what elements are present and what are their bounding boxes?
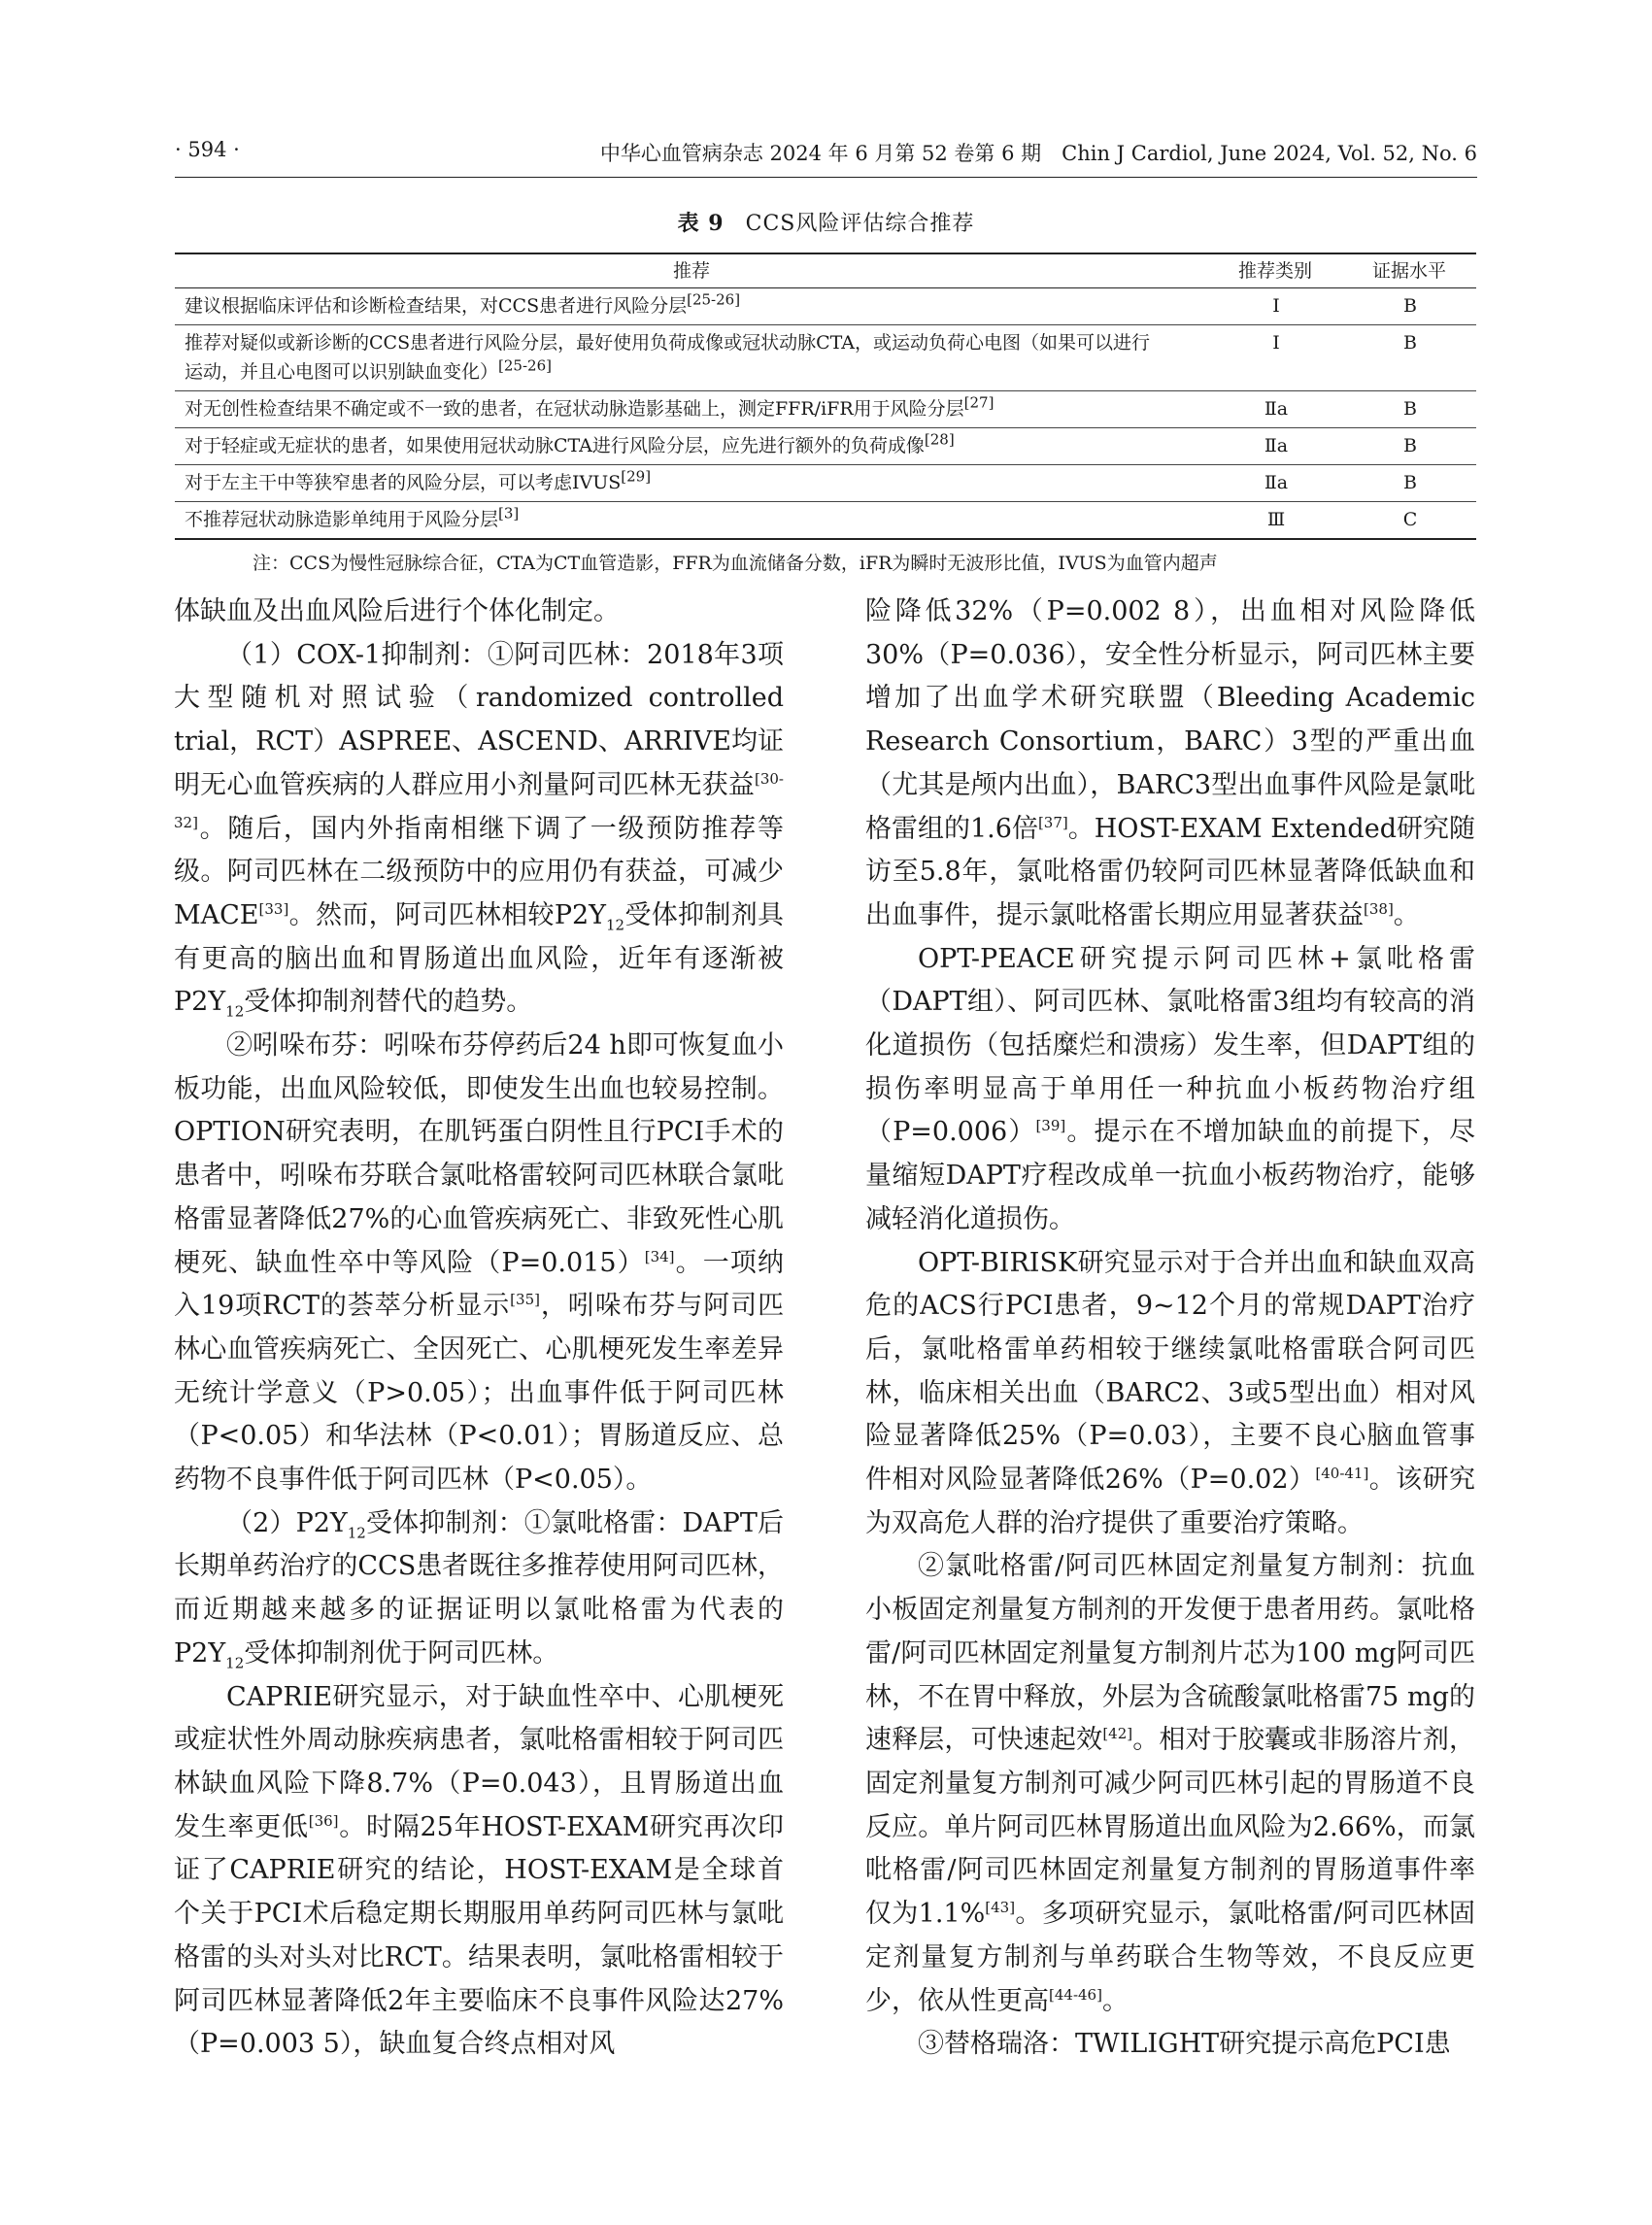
paragraph: OPT-PEACE研究提示阿司匹林+氯吡格雷（DAPT组）、阿司匹林、氯吡格雷3组均有较高的消化道损伤（包括糜烂和溃疡）发生率，但DAPT组的损伤率明显高于单用任一种抗血小板药物治疗组（P=0.006）[39]。提示在不增加缺血的前提下，尽量缩短DAPT疗程改成单一抗血小板药物治疗，能够减轻消化道损伤。 bbox=[865, 943, 1475, 1234]
recommendation-cell: 建议根据临床评估和诊断检查结果，对CCS患者进行风险分层[25-26] bbox=[175, 288, 1208, 325]
table-row bbox=[175, 288, 1476, 325]
paragraph: ③替格瑞洛：TWILIGHT研究提示高危PCI患 bbox=[918, 2029, 1451, 2060]
reference: [3] bbox=[498, 504, 520, 523]
class-cell: Ⅱa bbox=[1208, 465, 1342, 502]
level-cell: B bbox=[1342, 391, 1476, 428]
table-header-row bbox=[175, 253, 1476, 288]
class-cell: Ⅰ bbox=[1208, 288, 1342, 325]
reference: [44-46] bbox=[1049, 1985, 1102, 2004]
level-cell: B bbox=[1342, 465, 1476, 502]
page-number: · 594 · bbox=[175, 138, 240, 161]
reference: [29] bbox=[621, 467, 652, 486]
recommendation-cell: 对无创性检查结果不确定或不一致的患者，在冠状动脉造影基础上，测定FFR/iFR用于风险分层[27] bbox=[175, 391, 1208, 428]
subscript: 12 bbox=[347, 1524, 366, 1542]
reference: [43] bbox=[985, 1899, 1016, 1917]
recommendation-cell: 对于左主干中等狭窄患者的风险分层，可以考虑IVUS[29] bbox=[175, 465, 1208, 502]
running-header bbox=[175, 138, 1477, 178]
recommendation-cell: 推荐对疑似或新诊断的CCS患者进行风险分层，最好使用负荷成像或冠状动脉CTA，或运动负荷心电图（如果可以进行运动，并且心电图可以识别缺血变化）[25-26] bbox=[175, 325, 1208, 391]
table-row bbox=[175, 502, 1476, 540]
class-cell: Ⅲ bbox=[1266, 509, 1286, 530]
class-cell: Ⅱa bbox=[1208, 428, 1342, 465]
reference: [28] bbox=[924, 430, 955, 449]
reference: [37] bbox=[1037, 813, 1068, 831]
reference: [33] bbox=[258, 899, 289, 918]
recommendation-table bbox=[175, 253, 1476, 540]
reference: [38] bbox=[1364, 899, 1394, 918]
level-cell: B bbox=[1342, 428, 1476, 465]
paragraph: $(2)P2Y_{12}$受体抑制剂：①氯吡格雷：DAPT后长期单药治疗的CCS患者既往多推荐使用阿司匹林，而近期越来越多的证据证明以氯吡格雷为代表的$P2Y_{12}$受体抑制剂优于阿司匹林。 bbox=[174, 1507, 784, 1672]
reference: [39] bbox=[1035, 1117, 1066, 1135]
reference: [27] bbox=[963, 393, 995, 412]
right-column bbox=[865, 590, 1475, 2067]
table-row bbox=[175, 465, 1476, 502]
table-title: CCS风险评估综合推荐 bbox=[745, 212, 975, 236]
header-recommendation: 推荐 bbox=[175, 253, 1208, 288]
level-cell: B bbox=[1342, 325, 1476, 391]
paragraph: ②氯吡格雷/阿司匹林固定剂量复方制剂：抗血小板固定剂量复方制剂的开发便于患者用药。氯吡格雷/阿司匹林固定剂量复方制剂片芯为100 mg阿司匹林，不在胃中释放，外层为含硫酸氯吡格雷75 mg的速释层，可快速起效[42]。相对于胶囊或非肠溶片剂，固定剂量复方制剂可减少阿司匹林引起的胃肠道不良反应。单片阿司匹林胃肠道出血风险为2.66%，而氯吡格雷/阿司匹林固定剂量复方制剂的胃肠道事件率仅为1.1%[43]。多项研究显示，氯吡格雷/阿司匹林固定剂量复方制剂与单药联合生物等效，不良反应更少，依从性更高[44-46]。 bbox=[865, 1551, 1476, 2016]
paragraph: CAPRIE研究显示，对于缺血性卒中、心肌梗死或症状性外周动脉疾病患者，氯吡格雷相较于阿司匹林缺血风险下降8.7%（P=0.043），且胃肠道出血发生率更低[36]。时隔25年HOST-EXAM研究再次印证了CAPRIE研究的结论，HOST-EXAM是全球首个关于PCI术后稳定期长期服用单药阿司匹林与氯吡格雷的头对头对比RCT。结果表明，氯吡格雷相较于阿司匹林显著降低2年主要临床不良事件风险达27%（P=0.003 5），缺血复合终点相对风 bbox=[174, 1681, 784, 2060]
table-row bbox=[175, 325, 1476, 391]
reference: [35] bbox=[510, 1291, 540, 1309]
reference: [40-41] bbox=[1315, 1465, 1369, 1483]
subscript: 12 bbox=[225, 1654, 245, 1672]
header-level: 证据水平 bbox=[1342, 253, 1476, 288]
table-row bbox=[175, 391, 1476, 428]
left-column bbox=[174, 590, 784, 2067]
reference: [25-26] bbox=[498, 356, 552, 375]
reference: [42] bbox=[1102, 1725, 1133, 1743]
reference: [34] bbox=[644, 1247, 675, 1265]
paragraph: 险降低32%（P=0.002 8），出血相对风险降低30%（P=0.036），安全性分析显示，阿司匹林主要增加了出血学术研究联盟（Bleeding Academic Research Consortium，BARC）3型的严重出血（尤其是颅内出血），BARC3型出血事件风险是氯吡格雷组的1.6倍[37]。HOST-EXAM Extended研究随访至5.8年，氯吡格雷仍较阿司匹林显著降低缺血和出血事件，提示氯吡格雷长期应用显著获益[38]。 bbox=[865, 596, 1475, 930]
reference: [25-26] bbox=[687, 290, 741, 309]
paragraph: 体缺血及出血风险后进行个体化制定。 bbox=[174, 596, 620, 626]
level-cell: B bbox=[1342, 288, 1476, 325]
table-caption bbox=[0, 207, 1652, 237]
subscript: 12 bbox=[606, 916, 625, 934]
table-label: 表 9 bbox=[677, 211, 725, 236]
recommendation-cell: 不推荐冠状动脉造影单纯用于风险分层[3] bbox=[185, 504, 520, 530]
table-note: 注：CCS为慢性冠脉综合征，CTA为CT血管造影，FFR为血流储备分数，iFR为瞬时无波形比值，IVUS为血管内超声 bbox=[253, 553, 1218, 574]
recommendation-cell: 对于轻症或无症状的患者，如果使用冠状动脉CTA进行风险分层，应先进行额外的负荷成像[28] bbox=[175, 428, 1208, 465]
subscript: 12 bbox=[225, 1002, 245, 1021]
class-cell: Ⅱa bbox=[1208, 391, 1342, 428]
class-cell: Ⅰ bbox=[1208, 325, 1342, 391]
table-row bbox=[175, 428, 1476, 465]
paragraph: （1）COX-1抑制剂：①阿司匹林：2018年3项大型随机对照试验（randomized controlled trial，RCT）ASPREE、ASCEND、ARRIVE均证明无心血管疾病的人群应用小剂量阿司匹林无获益[30-32]。随后，国内外指南相继下调了一级预防推荐等级。阿司匹林在二级预防中的应用仍有获益，可减少MACE[33]。然而，阿司匹林相较$P2Y_{12}$受体抑制剂具有更高的脑出血和胃肠道出血风险，近年有逐渐被$P2Y_{12}$受体抑制剂替代的趋势。 bbox=[174, 639, 785, 1021]
level-cell: C bbox=[1402, 509, 1418, 530]
journal-citation: 中华心血管病杂志 2024 年 6 月第 52 卷第 6 期 Chin J Cardiol, June 2024, Vol. 52, No. 6 bbox=[599, 142, 1477, 165]
header-class: 推荐类别 bbox=[1208, 253, 1342, 288]
paragraph: ②吲哚布芬：吲哚布芬停药后24 h即可恢复血小板功能，出血风险较低，即使发生出血也较易控制。OPTION研究表明，在肌钙蛋白阴性且行PCI手术的患者中，吲哚布芬联合氯吡格雷较阿司匹林联合氯吡格雷显著降低27%的心血管疾病死亡、非致死性心肌梗死、缺血性卒中等风险（P=0.015）[34]。一项纳入19项RCT的荟萃分析显示[35]，吲哚布芬与阿司匹林心血管疾病死亡、全因死亡、心肌梗死发生率差异无统计学意义（P>0.05）；出血事件低于阿司匹林（P<0.05）和华法林（P<0.01）；胃肠道反应、总药物不良事件低于阿司匹林（P<0.05）。 bbox=[174, 1030, 784, 1496]
reference: [36] bbox=[308, 1811, 339, 1830]
reference: [30-32] bbox=[174, 769, 784, 831]
paragraph: OPT-BIRISK研究显示对于合并出血和缺血双高危的ACS行PCI患者，9~12个月的常规DAPT治疗后，氯吡格雷单药相较于继续氯吡格雷联合阿司匹林，临床相关出血（BARC2、3或5型出血）相对风险显著降低25%（P=0.03），主要不良心脑血管事件相对风险显著降低26%（P=0.02）[40-41]。该研究为双高危人群的治疗提供了重要治疗策略。 bbox=[865, 1247, 1476, 1538]
